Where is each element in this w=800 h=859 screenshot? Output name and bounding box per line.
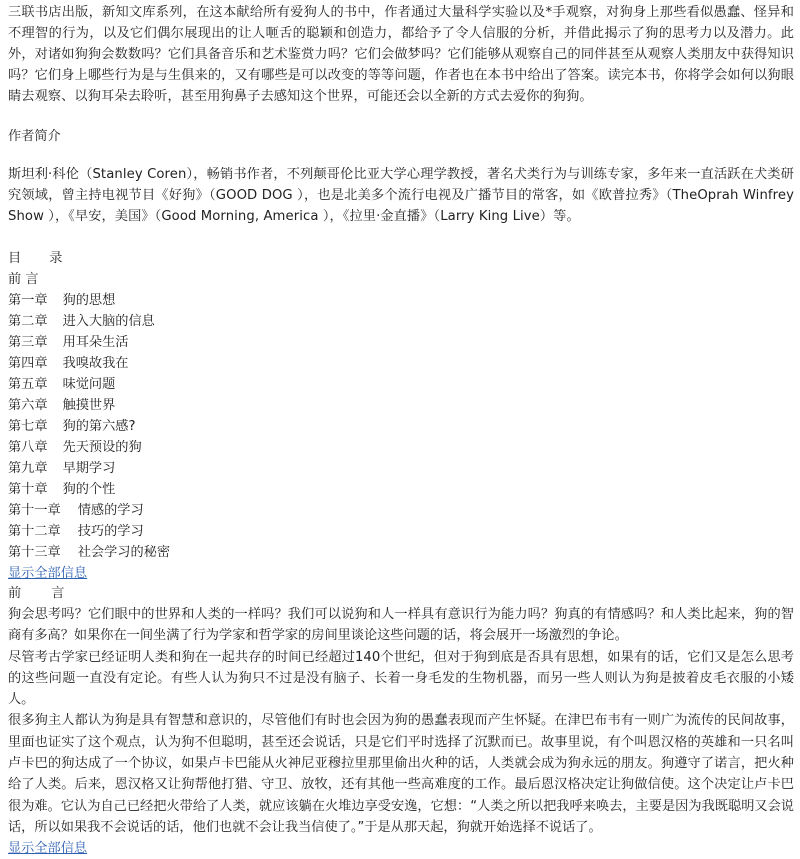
toc-item-title: 早期学习 [62, 461, 116, 476]
toc-item-number: 第十一章 [8, 503, 61, 518]
toc-item-title: 社会学习的秘密 [77, 545, 171, 560]
preface-section [8, 584, 794, 838]
toc-item-title: 触摸世界 [62, 398, 116, 413]
toc-item-title: 用耳朵生活 [62, 335, 129, 350]
preface-title-char-2: 言 [51, 586, 65, 601]
toc-item-title: 狗的个性 [62, 482, 116, 497]
toc-item-title: 技巧的学习 [77, 524, 144, 539]
toc-title [8, 248, 794, 269]
toc-title-char-2: 录 [49, 251, 63, 266]
toc-item-title: 我嗅故我在 [62, 356, 129, 371]
toc-item-number: 第五章 [8, 377, 48, 392]
toc-item [8, 353, 794, 374]
toc-item-title: 狗的第六感? [62, 419, 136, 434]
toc-item [8, 521, 794, 542]
toc-item-number: 第九章 [8, 461, 48, 476]
toc-item [8, 437, 794, 458]
toc-item [8, 332, 794, 353]
preface-paragraph: 尽管考古学家已经证明人类和狗在一起共存的时间已经超过140个世纪，但对于狗到底是否具有思想，如果有的话，它们又是怎么思考的这些问题一直没有定论。有些人认为狗只不过是没有脑子、长着一身毛发的生物机器，而另一些人则认为狗是披着皮毛衣服的小矮人。 [8, 649, 794, 708]
toc-item-title: 味觉问题 [62, 377, 116, 392]
toc-item [8, 479, 794, 500]
author-bio: 斯坦利·科伦（Stanley Coren），畅销书作者，不列颠哥伦比亚大学心理学教授，著名犬类行为与训练专家，多年来一直活跃在犬类研究领域，曾主持电视节目《好狗》（GOOD DOG ），也是北美多个流行电视及广播节目的常客，如《欧普拉秀》（TheOprah Winfrey Show ），《早安，美国》（Good Morning, America ），《拉里·金直播》（Larry King Live）等。 [8, 167, 794, 224]
toc-item-title: 狗的思想 [62, 293, 116, 308]
toc-item-number: 第十章 [8, 482, 48, 497]
toc-item-number: 第八章 [8, 440, 48, 455]
preface-title [8, 584, 794, 604]
preface-title-char-1: 前 [8, 586, 22, 601]
toc-item [8, 374, 794, 395]
toc-item [8, 416, 794, 437]
toc-item [8, 290, 794, 311]
author-heading: 作者简介 [8, 129, 61, 144]
toc-item-title: 情感的学习 [77, 503, 144, 518]
preface-paragraph: 很多狗主人都认为狗是具有智慧和意识的，尽管他们有时也会因为狗的愚蠢表现而产生怀疑。在津巴布韦有一则广为流传的民间故事，里面也证实了这个观点，认为狗不但聪明，甚至还会说话，只是它们平时选择了沉默而已。故事里说，有个叫恩汉格的英雄和一只名叫卢卡巴的狗达成了一个协议，如果卢卡巴能从火神尼亚穆拉里那里偷出火种的话，人类就会成为狗永远的朋友。狗遵守了诺言，把火种给了人类。后来，恩汉格又让狗帮他打猎、守卫、放牧，还有其他一些高难度的工作。最后恩汉格决定让狗做信使。这个决定让卢卡巴很为难。它认为自己已经把火带给了人类，就应该躺在火堆边享受安逸，它想：“人类之所以把我呼来唤去，主要是因为我既聪明又会说话，所以如果我不会说话的话，他们也就不会让我当信使了。”于是从那天起，狗就开始选择不说话了。 [8, 713, 794, 835]
toc-item-number: 第三章 [8, 335, 48, 350]
toc-item [8, 458, 794, 479]
toc-item-title: 进入大脑的信息 [62, 314, 155, 329]
toc-item-number: 第四章 [8, 356, 48, 371]
preface-paragraph: 狗会思考吗？它们眼中的世界和人类的一样吗？我们可以说狗和人一样具有意识行为能力吗？狗真的有情感吗？和人类比起来，狗的智商有多高？如果你在一间坐满了行为学家和哲学家的房间里谈论这些问题的话，将会展开一场激烈的争论。 [8, 607, 794, 644]
toc-list [8, 290, 794, 563]
toc-title-char-1: 目 [8, 251, 22, 266]
toc-preface: 前 言 [8, 272, 39, 287]
toc-item [8, 542, 794, 563]
toc-item [8, 500, 794, 521]
toc-item-number: 第十二章 [8, 524, 61, 539]
toc-show-all-link[interactable]: 显示全部信息 [8, 566, 88, 581]
toc-item [8, 395, 794, 416]
preface-show-all-link[interactable]: 显示全部信息 [8, 841, 88, 857]
toc-item-number: 第七章 [8, 419, 48, 434]
toc-item-number: 第一章 [8, 293, 48, 308]
toc-item-title: 先天预设的狗 [62, 440, 142, 455]
intro-paragraph: 三联书店出版，新知文库系列，在这本献给所有爱狗人的书中，作者通过大量科学实验以及*手观察，对狗身上那些看似愚蠢、怪异和不理智的行为，以及它们偶尔展现出的让人咂舌的聪颖和创造力，都给予了令人信服的分析，并借此揭示了狗的思考力以及潜力。此外，对诸如狗狗会数数吗？它们具备音乐和艺术鉴赏力吗？它们会做梦吗？它们能够从观察自己的同伴甚至从观察人类朋友中获得知识吗？它们身上哪些行为是与生俱来的，又有哪些是可以改变的等等问题，作者也在本书中给出了答案。读完本书，你将学会如何以狗眼睛去观察、以狗耳朵去聆听，甚至用狗鼻子去感知这个世界，可能还会以全新的方式去爱你的狗狗。 [8, 5, 794, 104]
toc-item [8, 311, 794, 332]
toc-item-number: 第十三章 [8, 545, 61, 560]
toc-item-number: 第六章 [8, 398, 48, 413]
book-detail-page [8, 0, 794, 859]
toc-item-number: 第二章 [8, 314, 48, 329]
